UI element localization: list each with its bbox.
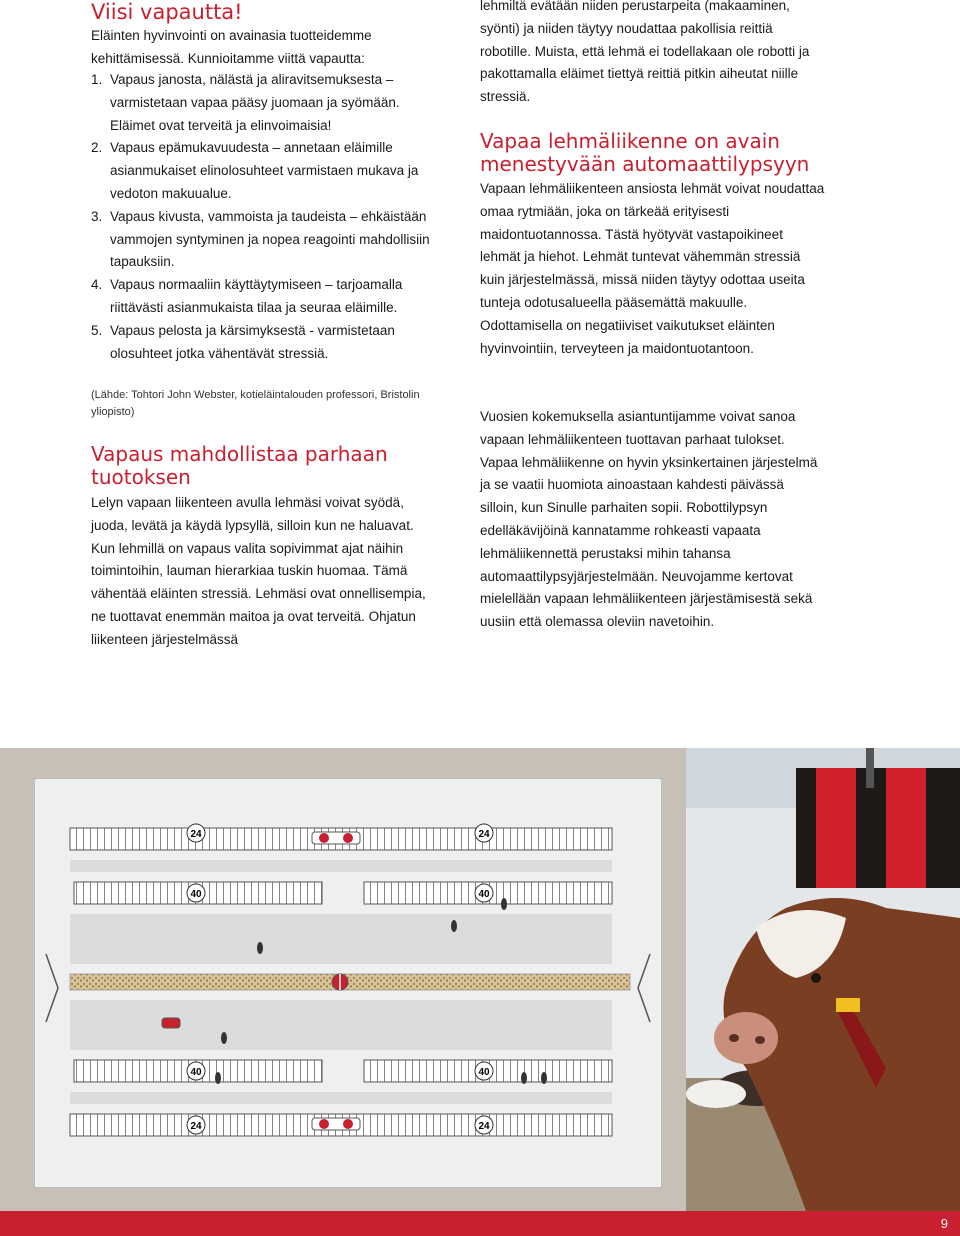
page-footer [0, 1211, 960, 1236]
cow-brush-photo [686, 748, 960, 1211]
source-citation: (Lähde: Tohtori John Webster, kotieläintalouden professori, Bristolin yliopisto) [91, 389, 420, 418]
list-item [91, 206, 441, 274]
svg-text:40: 40 [190, 1067, 202, 1078]
svg-text:40: 40 [478, 1067, 490, 1078]
intro-paragraph: Eläinten hyvinvointi on avainasia tuotteidemme kehittämisessä. Kunnioitamme viittä vapautta: [91, 28, 372, 66]
list-item [91, 69, 441, 137]
stall-label [475, 884, 493, 902]
page-number: 9 [940, 1216, 948, 1231]
stall-label [187, 1062, 205, 1080]
list-number: 2. [91, 140, 103, 156]
robot-unit-icon [162, 1018, 180, 1028]
list-text: Vapaus janosta, nälästä ja aliravitsemuksesta – varmistetaan vapaa pääsy juomaan ja syömään. Eläimet ovat terveitä ja elinvoimaisia! [110, 72, 400, 133]
cow-icon [521, 1072, 527, 1084]
svg-text:24: 24 [478, 829, 490, 840]
svg-text:24: 24 [190, 829, 202, 840]
stall-label [475, 1062, 493, 1080]
cow-icon [541, 1072, 547, 1084]
svg-text:40: 40 [478, 889, 490, 900]
cow-icon [257, 942, 263, 954]
production-paragraph: Lelyn vapaan liikenteen avulla lehmäsi voivat syödä, juoda, levätä ja käydä lypsyllä, silloin kun ne haluavat. Kun lehmillä on vapaus valita sopivimmat ajat näihin toimintoihin, lauman hierarkiaa tuskin huomaa. Tämä vähentää eläinten stressiä. Lehmäsi ovat onnellisempia, ne tuottavat enemmän maitoa ja ovat terveitä. Ohjatun liikenteen järjestelmässä [91, 495, 426, 647]
list-text: Vapaus epämukavuudesta – annetaan eläimille asianmukaiset elinolosuhteet varmistaen mukava ja vedoton makuualue. [110, 140, 419, 201]
list-number: 4. [91, 277, 103, 293]
stall-label [187, 884, 205, 902]
stall-label [187, 824, 205, 842]
list-item [91, 320, 441, 366]
milking-robot-icon [312, 1118, 360, 1130]
feed-pusher-icon [332, 974, 348, 990]
list-number: 1. [91, 72, 103, 87]
list-text: Vapaus kivusta, vammoista ja taudeista – ehkäistään vammojen syntyminen ja nopea reagointi mahdollisiin tapauksiin. [110, 208, 430, 270]
cow-icon [501, 898, 507, 910]
experience-paragraph: Vuosien kokemuksella asiantuntijamme voivat sanoa vapaan lehmäliikenteen tuottavan parhaat tulokset. Vapaa lehmäliikenne on hyvin yksinkertainen järjestelmä ja se vaatii huomiota ainoastaan kahdesti päivässä silloin, kun Sinulle parhaiten sopii. Robottilypsyn edelläkävijöinä kannatamme rohkeasti vapaata lehmäliikennettä perustaksi mihin tahansa automaattilypsyjärjestelmään. Neuvojamme kertovat mielellään vapaan lehmäliikenteen järjestämisestä sekä uusiin että olemassa oleviin navetoihin. [480, 409, 818, 630]
feed-alley [70, 974, 630, 990]
page-title: Viisi vapautta! [91, 0, 243, 24]
traffic-paragraph: Vapaan lehmäliikenteen ansiosta lehmät voivat noudattaa omaa rytmiään, joka on tärkeää erityisesti maidontuotannossa. Tästä hyötyvät vastapoikineet lehmät ja hiehot. Lehmät tuntevat vähemmän stressiä kuin järjestelmässä, missä niiden täytyy odottaa useita tunteja odotusalueella pääsemättä makuulle. Odottamisella on negatiiviset vaikutukset eläinten hyvinvointiin, terveyteen ja maidontuotantoon. [480, 181, 825, 356]
continued-paragraph: lehmiltä evätään niiden perustarpeita (makaaminen, syönti) ja niiden täytyy noudattaa pakollisia reittiä robotille. Muista, että lehmä ei todellakaan ole robotti ja pakottamalla eläimet tiettyä reittiä pitkin aiheutat niille stressiä. [480, 0, 810, 105]
stall-label [475, 1116, 493, 1134]
freedoms-list [91, 69, 441, 365]
list-number: 3. [91, 208, 103, 224]
section-heading-traffic: Vapaa lehmäliikenne on avain menestyvään automaattilypsyyn [480, 129, 810, 176]
list-text: Vapaus pelosta ja kärsimyksestä - varmistetaan olosuhteet jotka vähentävät stressiä. [110, 322, 395, 361]
list-number: 5. [91, 322, 103, 338]
brush-icon [796, 748, 960, 888]
cow-icon [221, 1032, 227, 1044]
cow-icon [215, 1072, 221, 1084]
svg-text:24: 24 [190, 1121, 202, 1132]
cow-icon [451, 920, 457, 932]
milking-robot-icon [312, 832, 360, 844]
barn-floorplan [34, 778, 662, 1188]
svg-text:24: 24 [478, 1121, 490, 1132]
stall-label [187, 1116, 205, 1134]
list-item [91, 137, 441, 205]
svg-text:40: 40 [190, 889, 202, 900]
list-text: Vapaus normaaliin käyttäytymiseen – tarjoamalla riittävästi asianmukaista tilaa ja seuraa eläimille. [110, 277, 403, 315]
list-item [91, 274, 441, 320]
section-heading-production: Vapaus mahdollistaa parhaan tuotoksen [91, 442, 388, 489]
stall-label [475, 824, 493, 842]
